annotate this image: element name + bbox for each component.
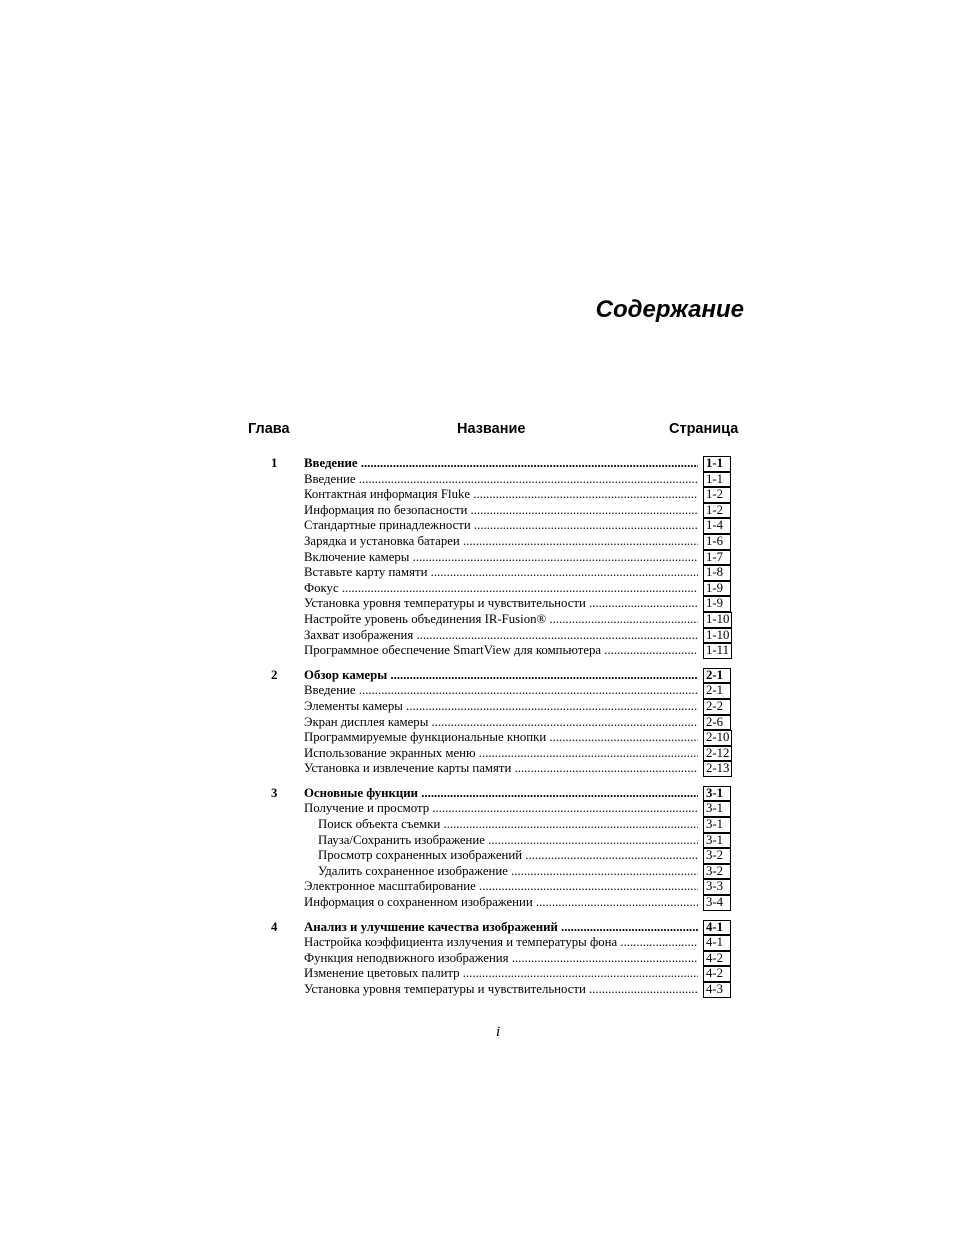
column-header-page: Страница [669, 421, 739, 437]
page-title: Содержание [595, 296, 744, 323]
entry-title[interactable]: Стандартные принадлежности ..... [304, 518, 698, 534]
entry-title[interactable]: Захват изображения ..... [304, 628, 698, 644]
entry-title[interactable]: Программное обеспечение SmartView для компьютера ..... [304, 643, 698, 659]
toc-entry[interactable] [250, 761, 740, 777]
toc-entry[interactable] [250, 935, 740, 951]
chapter-row[interactable] [250, 920, 740, 936]
chapter-page-link[interactable]: 1-1 [703, 456, 731, 472]
entry-page-link[interactable]: 4-2 [703, 966, 731, 982]
entry-title[interactable]: Программируемые функциональные кнопки ..... [304, 730, 698, 746]
entry-title[interactable]: Изменение цветовых палитр ..... [304, 966, 698, 982]
entry-page-link[interactable]: 1-10 [703, 628, 732, 644]
entry-title[interactable]: Установка и извлечение карты памяти ..... [304, 761, 698, 777]
toc-entry[interactable] [250, 596, 740, 612]
entry-title[interactable]: Получение и просмотр ..... [304, 801, 698, 817]
toc-entry[interactable] [250, 503, 740, 519]
entry-title[interactable]: Элементы камеры ..... [304, 699, 698, 715]
entry-title[interactable]: Введение ..... [304, 683, 698, 699]
entry-title[interactable]: Установка уровня температуры и чувствительности ..... [304, 596, 698, 612]
entry-page-link[interactable]: 1-8 [703, 565, 731, 581]
entry-page-link[interactable]: 2-12 [703, 746, 732, 762]
toc-entry[interactable] [250, 487, 740, 503]
toc-entry[interactable] [250, 643, 740, 659]
entry-title[interactable]: Электронное масштабирование ..... [304, 879, 698, 895]
page-number: i [496, 1024, 501, 1040]
entry-page-link[interactable]: 1-2 [703, 503, 731, 519]
chapter-block [250, 456, 740, 659]
entry-title[interactable]: Экран дисплея камеры ..... [304, 715, 698, 731]
entry-page-link[interactable]: 2-10 [703, 730, 732, 746]
toc-entry[interactable] [250, 864, 740, 880]
entry-page-link[interactable]: 2-6 [703, 715, 731, 731]
entry-title[interactable]: Удалить сохраненное изображение ..... [318, 864, 698, 880]
entry-page-link[interactable]: 1-1 [703, 472, 731, 488]
toc-entry[interactable] [250, 982, 740, 998]
entry-title[interactable]: Информация о сохраненном изображении ..... [304, 895, 698, 911]
entry-page-link[interactable]: 1-9 [703, 581, 731, 597]
entry-page-link[interactable]: 3-1 [703, 833, 731, 849]
chapter-block [250, 786, 740, 911]
toc-entry[interactable] [250, 895, 740, 911]
entry-title[interactable]: Введение ..... [304, 472, 698, 488]
entry-page-link[interactable]: 4-2 [703, 951, 731, 967]
table-of-contents [250, 456, 740, 1007]
entry-page-link[interactable]: 1-10 [703, 612, 732, 628]
entry-title[interactable]: Фокус ..... [304, 581, 698, 597]
entry-page-link[interactable]: 2-13 [703, 761, 732, 777]
toc-entry[interactable] [250, 699, 740, 715]
toc-entry[interactable] [250, 565, 740, 581]
chapter-title[interactable]: Основные функции ..... [304, 786, 698, 802]
toc-entry[interactable] [250, 518, 740, 534]
chapter-number: 1 [271, 456, 278, 470]
entry-title[interactable]: Вставьте карту памяти ..... [304, 565, 698, 581]
toc-entry[interactable] [250, 966, 740, 982]
entry-title[interactable]: Использование экранных меню ..... [304, 746, 698, 762]
toc-entry[interactable] [250, 879, 740, 895]
chapter-title[interactable]: Обзор камеры ..... [304, 668, 698, 684]
entry-title[interactable]: Включение камеры ..... [304, 550, 698, 566]
chapter-row[interactable] [250, 786, 740, 802]
entry-page-link[interactable]: 2-2 [703, 699, 731, 715]
entry-title[interactable]: Пауза/Сохранить изображение ..... [318, 833, 698, 849]
toc-entry[interactable] [250, 715, 740, 731]
entry-page-link[interactable]: 3-1 [703, 801, 731, 817]
chapter-row[interactable] [250, 668, 740, 684]
column-header-chapter: Глава [248, 421, 290, 437]
chapter-page-link[interactable]: 4-1 [703, 920, 731, 936]
entry-title[interactable]: Зарядка и установка батареи ..... [304, 534, 698, 550]
entry-title[interactable]: Поиск объекта съемки ..... [318, 817, 698, 833]
entry-page-link[interactable]: 1-4 [703, 518, 731, 534]
chapter-row[interactable] [250, 456, 740, 472]
entry-page-link[interactable]: 4-3 [703, 982, 731, 998]
toc-entry[interactable] [250, 472, 740, 488]
entry-page-link[interactable]: 1-9 [703, 596, 731, 612]
chapter-number: 2 [271, 667, 278, 682]
toc-entry[interactable] [250, 833, 740, 849]
toc-entry[interactable] [250, 683, 740, 699]
entry-title[interactable]: Функция неподвижного изображения ..... [304, 951, 698, 967]
toc-entry[interactable] [250, 730, 740, 746]
entry-page-link[interactable]: 1-11 [703, 643, 732, 659]
toc-entry[interactable] [250, 746, 740, 762]
chapter-number: 4 [271, 919, 278, 934]
chapter-title[interactable]: Введение ..... [304, 456, 698, 472]
chapter-block [250, 920, 740, 998]
entry-title[interactable]: Настройте уровень объединения IR-Fusion® ..... [304, 612, 698, 628]
entry-page-link[interactable]: 4-1 [703, 935, 731, 951]
entry-page-link[interactable]: 2-1 [703, 683, 731, 699]
toc-entry[interactable] [250, 612, 740, 628]
entry-page-link[interactable]: 1-6 [703, 534, 731, 550]
entry-page-link[interactable]: 3-2 [703, 864, 731, 880]
entry-page-link[interactable]: 3-1 [703, 817, 731, 833]
toc-entry[interactable] [250, 550, 740, 566]
toc-entry[interactable] [250, 801, 740, 817]
toc-entry[interactable] [250, 628, 740, 644]
entry-title[interactable]: Просмотр сохраненных изображений ..... [318, 848, 698, 864]
toc-entry[interactable] [250, 951, 740, 967]
toc-entry[interactable] [250, 848, 740, 864]
chapter-page-link[interactable]: 3-1 [703, 786, 731, 802]
entry-page-link[interactable]: 3-2 [703, 848, 731, 864]
chapter-block [250, 668, 740, 777]
entry-page-link[interactable]: 1-7 [703, 550, 731, 566]
column-header-name: Название [457, 421, 526, 437]
toc-entry[interactable] [250, 581, 740, 597]
toc-entry[interactable] [250, 817, 740, 833]
entry-title[interactable]: Настройка коэффициента излучения и температуры фона ..... [304, 935, 698, 951]
toc-entry[interactable] [250, 534, 740, 550]
entry-title[interactable]: Контактная информация Fluke ..... [304, 487, 698, 503]
entry-page-link[interactable]: 3-3 [703, 879, 731, 895]
entry-page-link[interactable]: 1-2 [703, 487, 731, 503]
chapter-number: 3 [271, 785, 278, 800]
entry-title[interactable]: Установка уровня температуры и чувствительности ..... [304, 982, 698, 998]
chapter-page-link[interactable]: 2-1 [703, 668, 731, 684]
entry-title[interactable]: Информация по безопасности ..... [304, 503, 698, 519]
chapter-title[interactable]: Анализ и улучшение качества изображений ..... [304, 920, 698, 936]
entry-page-link[interactable]: 3-4 [703, 895, 731, 911]
